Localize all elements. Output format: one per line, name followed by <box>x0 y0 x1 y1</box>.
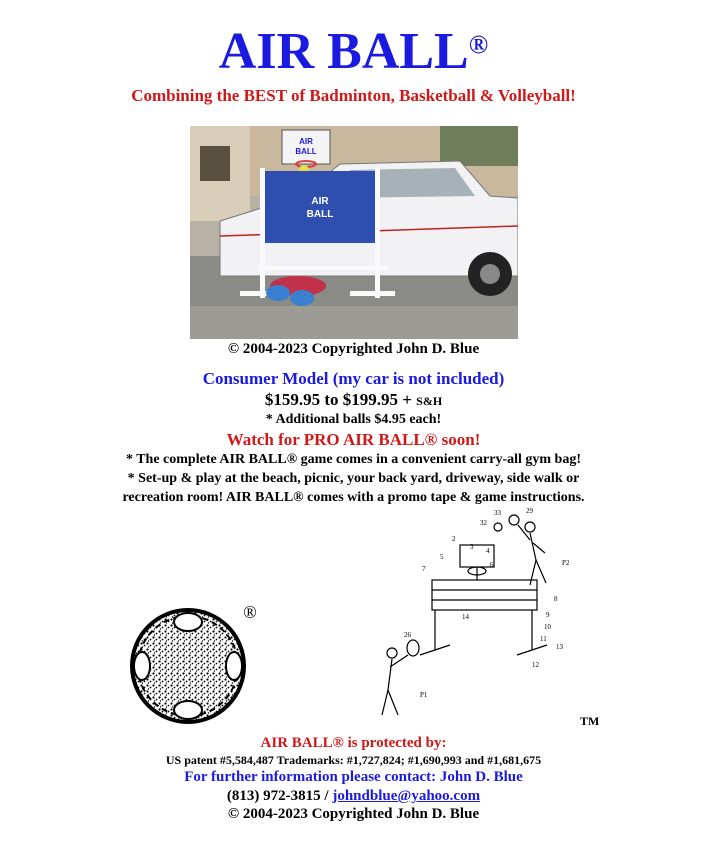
price-text <box>0 390 707 410</box>
logo-registered-mark: ® <box>243 602 257 622</box>
diagram-label: 12 <box>532 661 539 669</box>
contact-heading: For further information please contact: John D. Blue <box>184 769 523 785</box>
diagram-label: 33 <box>494 509 501 517</box>
net-text-2: BALL <box>306 209 334 220</box>
product-photo <box>190 126 518 339</box>
diagram-label: 2 <box>452 535 456 543</box>
patent-info: US patent #5,584,487 Trademarks: #1,727,824; #1,690,993 and #1,681,675 <box>165 753 542 767</box>
model-heading: Consumer Model (my car is not included) <box>202 369 505 388</box>
description-line: recreation room! AIR BALL® comes with a promo tape & game instructions. <box>122 490 585 505</box>
protection-heading: AIR BALL® is protected by: <box>260 735 447 751</box>
pro-announcement: Watch for PRO AIR BALL® soon! <box>226 430 481 449</box>
footer-copyright: © 2004-2023 Copyrighted John D. Blue <box>227 806 480 822</box>
diagram-label: 8 <box>554 595 558 603</box>
backboard-text-2: BALL <box>295 147 317 156</box>
diagram-label: 5 <box>440 553 444 561</box>
diagram-label: 29 <box>526 507 533 515</box>
diagram-label: 4 <box>486 547 490 555</box>
shipping-label: S&H <box>416 394 443 408</box>
description-line: * The complete AIR BALL® game comes in a convenient carry-all gym bag! <box>125 452 582 467</box>
phone-number: (813) 972-3815 / <box>226 788 333 804</box>
diagram-label: 7 <box>422 565 426 573</box>
page-title <box>0 22 707 81</box>
backboard-text-1: AIR <box>299 137 313 146</box>
diagram-label: P2 <box>562 559 570 567</box>
balls-price: * Additional balls $4.95 each! <box>265 412 442 427</box>
page-subtitle: Combining the BEST of Badminton, Basketball & Volleyball! <box>131 86 576 105</box>
diagram-label: P1 <box>420 691 428 699</box>
diagram-label: 11 <box>540 635 547 643</box>
price-value: $159.95 to $199.95 + <box>264 390 417 409</box>
diagram-label: 14 <box>462 613 469 621</box>
description-line: * Set-up & play at the beach, picnic, your back yard, driveway, side walk or <box>127 471 580 486</box>
email-link[interactable]: johndblue@yahoo.com <box>332 788 481 804</box>
diagram-label: 13 <box>556 643 563 651</box>
photo-caption: © 2004-2023 Copyrighted John D. Blue <box>227 341 480 357</box>
trademark-mark: TM <box>580 714 600 728</box>
patent-diagram <box>380 505 600 725</box>
diagram-label: 26 <box>404 631 411 639</box>
registered-mark: ® <box>468 30 489 59</box>
diagram-label: 9 <box>546 611 550 619</box>
diagram-label: 3 <box>470 543 474 551</box>
contact-details <box>0 788 707 805</box>
diagram-label: 10 <box>544 623 551 631</box>
diagram-label: 32 <box>480 519 487 527</box>
net-text-1: AIR <box>311 196 329 207</box>
title-text: AIR BALL <box>218 23 469 80</box>
air-ball-logo <box>128 600 268 725</box>
diagram-label: 6 <box>490 561 494 569</box>
